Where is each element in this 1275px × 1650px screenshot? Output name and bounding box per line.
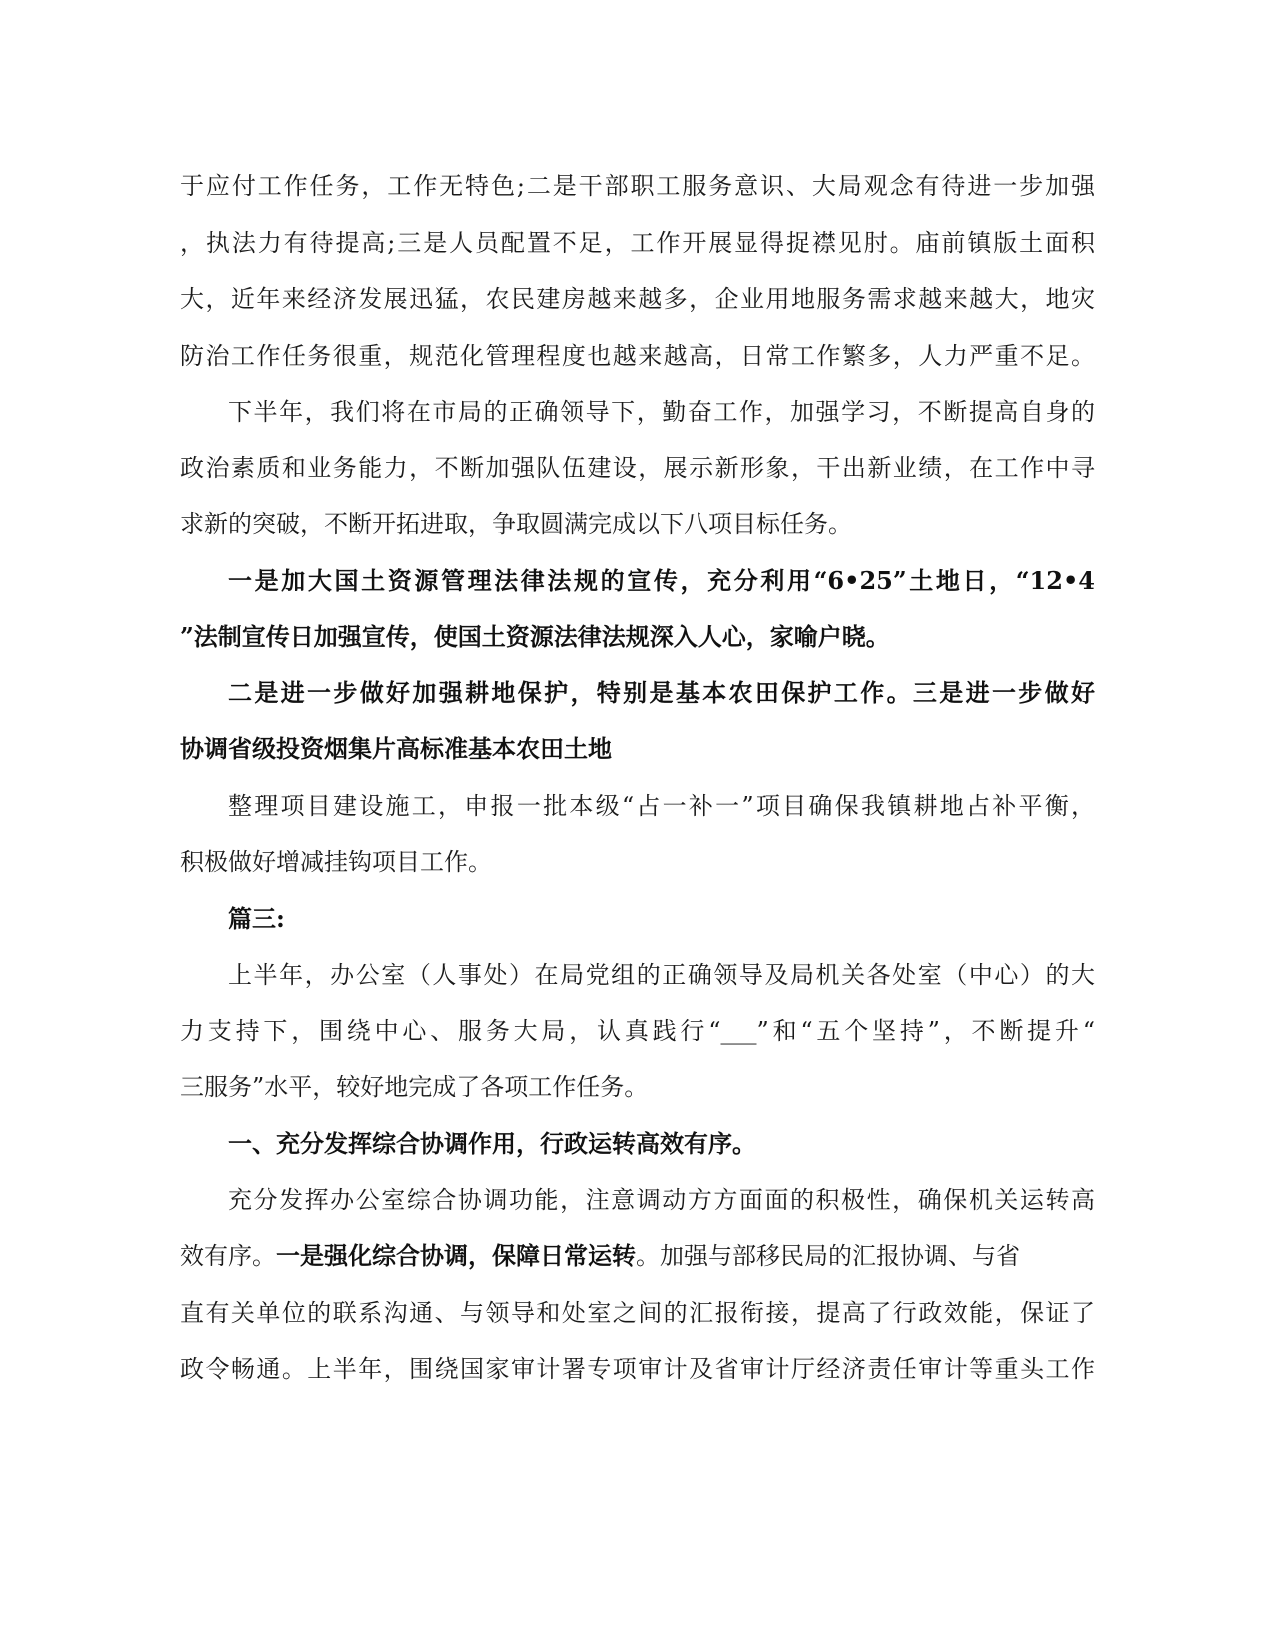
plain-text-segment: 效有序。 — [180, 1242, 276, 1270]
bold-paragraph-line: 协调省级投资烟集片高标准基本农田土地 — [180, 734, 612, 763]
paragraph-line-mixed — [180, 1240, 1095, 1272]
bold-paragraph-line: 二是进一步做好加强耕地保护，特别是基本农田保护工作。三是进一步做好 — [228, 678, 1095, 707]
paragraph-line: 上半年，办公室（人事处）在局党组的正确领导及局机关各处室（中心）的大 — [228, 961, 1095, 989]
bold-paragraph-line: 一是加大国土资源管理法律法规的宣传，充分利用“6•25”土地日，“12•4 — [228, 566, 1095, 595]
paragraph-line: ，执法力有待提高;三是人员配置不足，工作开展显得捉襟见肘。庙前镇版土面积 — [180, 229, 1095, 257]
paragraph-line: 政治素质和业务能力，不断加强队伍建设，展示新形象，干出新业绩，在工作中寻 — [180, 454, 1095, 482]
section-heading: 篇三: — [228, 904, 285, 933]
paragraph-line: 直有关单位的联系沟通、与领导和处室之间的汇报衔接，提高了行政效能，保证了 — [180, 1299, 1095, 1327]
paragraph-line: 求新的突破，不断开拓进取，争取圆满完成以下八项目标任务。 — [180, 510, 852, 538]
paragraph-line: 防治工作任务很重，规范化管理程度也越来越高，日常工作繁多，人力严重不足。 — [180, 342, 1095, 370]
paragraph-line: 于应付工作任务，工作无特色;二是干部职工服务意识、大局观念有待进一步加强 — [180, 172, 1095, 200]
paragraph-line: 政令畅通。上半年，围绕国家审计署专项审计及省审计厅经济责任审计等重头工作 — [180, 1355, 1095, 1383]
paragraph-line: 充分发挥办公室综合协调功能，注意调动方方面面的积极性，确保机关运转高 — [228, 1186, 1095, 1214]
paragraph-line: 下半年，我们将在市局的正确领导下，勤奋工作，加强学习，不断提高自身的 — [228, 398, 1095, 426]
paragraph-line: 大，近年来经济发展迅猛，农民建房越来越多，企业用地服务需求越来越大，地灾 — [180, 285, 1095, 313]
bold-paragraph-line: ”法制宣传日加强宣传，使国土资源法律法规深入人心，家喻户晓。 — [180, 622, 890, 651]
bold-text-segment: 一是强化综合协调，保障日常运转 — [276, 1241, 636, 1270]
subsection-heading: 一、充分发挥综合协调作用，行政运转高效有序。 — [228, 1129, 756, 1158]
paragraph-line: 积极做好增减挂钩项目工作。 — [180, 848, 492, 876]
paragraph-line: 力支持下，围绕中心、服务大局，认真践行“___”和“五个坚持”，不断提升“ — [180, 1017, 1095, 1045]
paragraph-line: 整理项目建设施工，申报一批本级“占一补一”项目确保我镇耕地占补平衡， — [228, 792, 1095, 820]
plain-text-segment: 。加强与部移民局的汇报协调、与省 — [636, 1242, 1020, 1270]
paragraph-line: 三服务”水平，较好地完成了各项工作任务。 — [180, 1073, 649, 1101]
